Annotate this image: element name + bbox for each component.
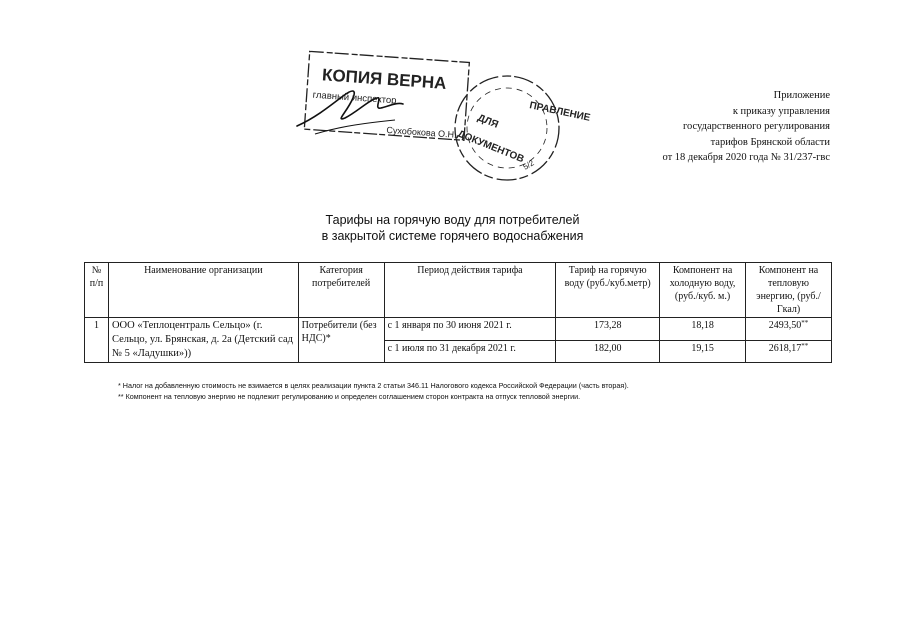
row-cold-water: 18,18	[660, 318, 746, 341]
appendix-line-2: к приказу управления	[732, 105, 830, 117]
appendix-line-5: от 18 декабря 2020 года № 31/237-гвс	[662, 152, 830, 163]
seal-center-word-1: ДЛЯ	[475, 112, 500, 131]
seal-center-word-2: ДОКУМЕНТОВ	[455, 128, 526, 166]
row-heat-energy	[746, 318, 832, 341]
row-tariff: 173,28	[556, 318, 660, 341]
document-title	[0, 212, 905, 244]
copy-stamp-title: КОПИЯ ВЕРНА	[321, 65, 448, 93]
footnote-ref: **	[801, 341, 809, 350]
appendix-line-4: тарифов Брянской области	[710, 136, 830, 148]
row-period: с 1 июля по 31 декабря 2021 г.	[384, 340, 556, 363]
header-cold-water: Компонент на холодную воду, (руб./куб. м.)	[660, 263, 746, 318]
appendix-header	[530, 88, 830, 166]
appendix-line-1: Приложение	[773, 90, 830, 101]
heat-value: 2493,50	[768, 320, 802, 331]
row-tariff: 182,00	[556, 340, 660, 363]
copy-stamp-signer: Сухобокова О.Н.	[386, 124, 457, 140]
header-num: № п/п	[85, 263, 109, 318]
header-tariff: Тариф на горячую воду (руб./куб.метр)	[556, 263, 660, 318]
footnote-2: ** Компонент на тепловую энергию не подлежит регулированию и определен соглашением сторон контракта на отпуск тепловой энергии.	[118, 392, 581, 401]
seal-top-text: ПРАВЛЕНИЕ	[528, 100, 592, 124]
row-cold-water: 19,15	[660, 340, 746, 363]
row-num: 1	[85, 318, 109, 363]
header-category: Категория потребителей	[298, 263, 384, 318]
document-title-line-2: в закрытой системе горячего водоснабжения	[321, 229, 584, 243]
table-header-row	[85, 263, 832, 318]
footnote-1: * Налог на добавленную стоимость не взимается в целях реализации пункта 2 статьи 346.11 Налогового кодекса Российской Федерации (часть вторая).	[118, 381, 629, 390]
header-heat-energy: Компонент на тепловую энергию, (руб./Гкал)	[746, 263, 832, 318]
table-row	[85, 318, 832, 341]
header-period: Период действия тарифа	[384, 263, 556, 318]
row-period: с 1 января по 30 июня 2021 г.	[384, 318, 556, 341]
row-heat-energy	[746, 340, 832, 363]
seal-bottom-text: 5/2	[521, 158, 536, 172]
footnotes	[118, 380, 838, 402]
heat-value: 2618,17	[768, 342, 802, 354]
tariff-table	[84, 262, 832, 363]
document-title-line-1: Тарифы на горячую воду для потребителей	[325, 213, 580, 227]
copy-stamp	[304, 51, 469, 140]
row-organization: ООО «Теплоцентраль Сельцо» (г. Сельцо, ул. Брянская, д. 2а (Детский сад № 5 «Ладушки»))	[108, 318, 298, 363]
appendix-line-3: государственного регулирования	[682, 121, 830, 132]
copy-stamp-position: главный инспектор	[312, 89, 397, 107]
header-organization: Наименование организации	[108, 263, 298, 318]
footnote-ref: **	[801, 319, 809, 327]
row-category: Потребители (без НДС)*	[298, 318, 384, 363]
